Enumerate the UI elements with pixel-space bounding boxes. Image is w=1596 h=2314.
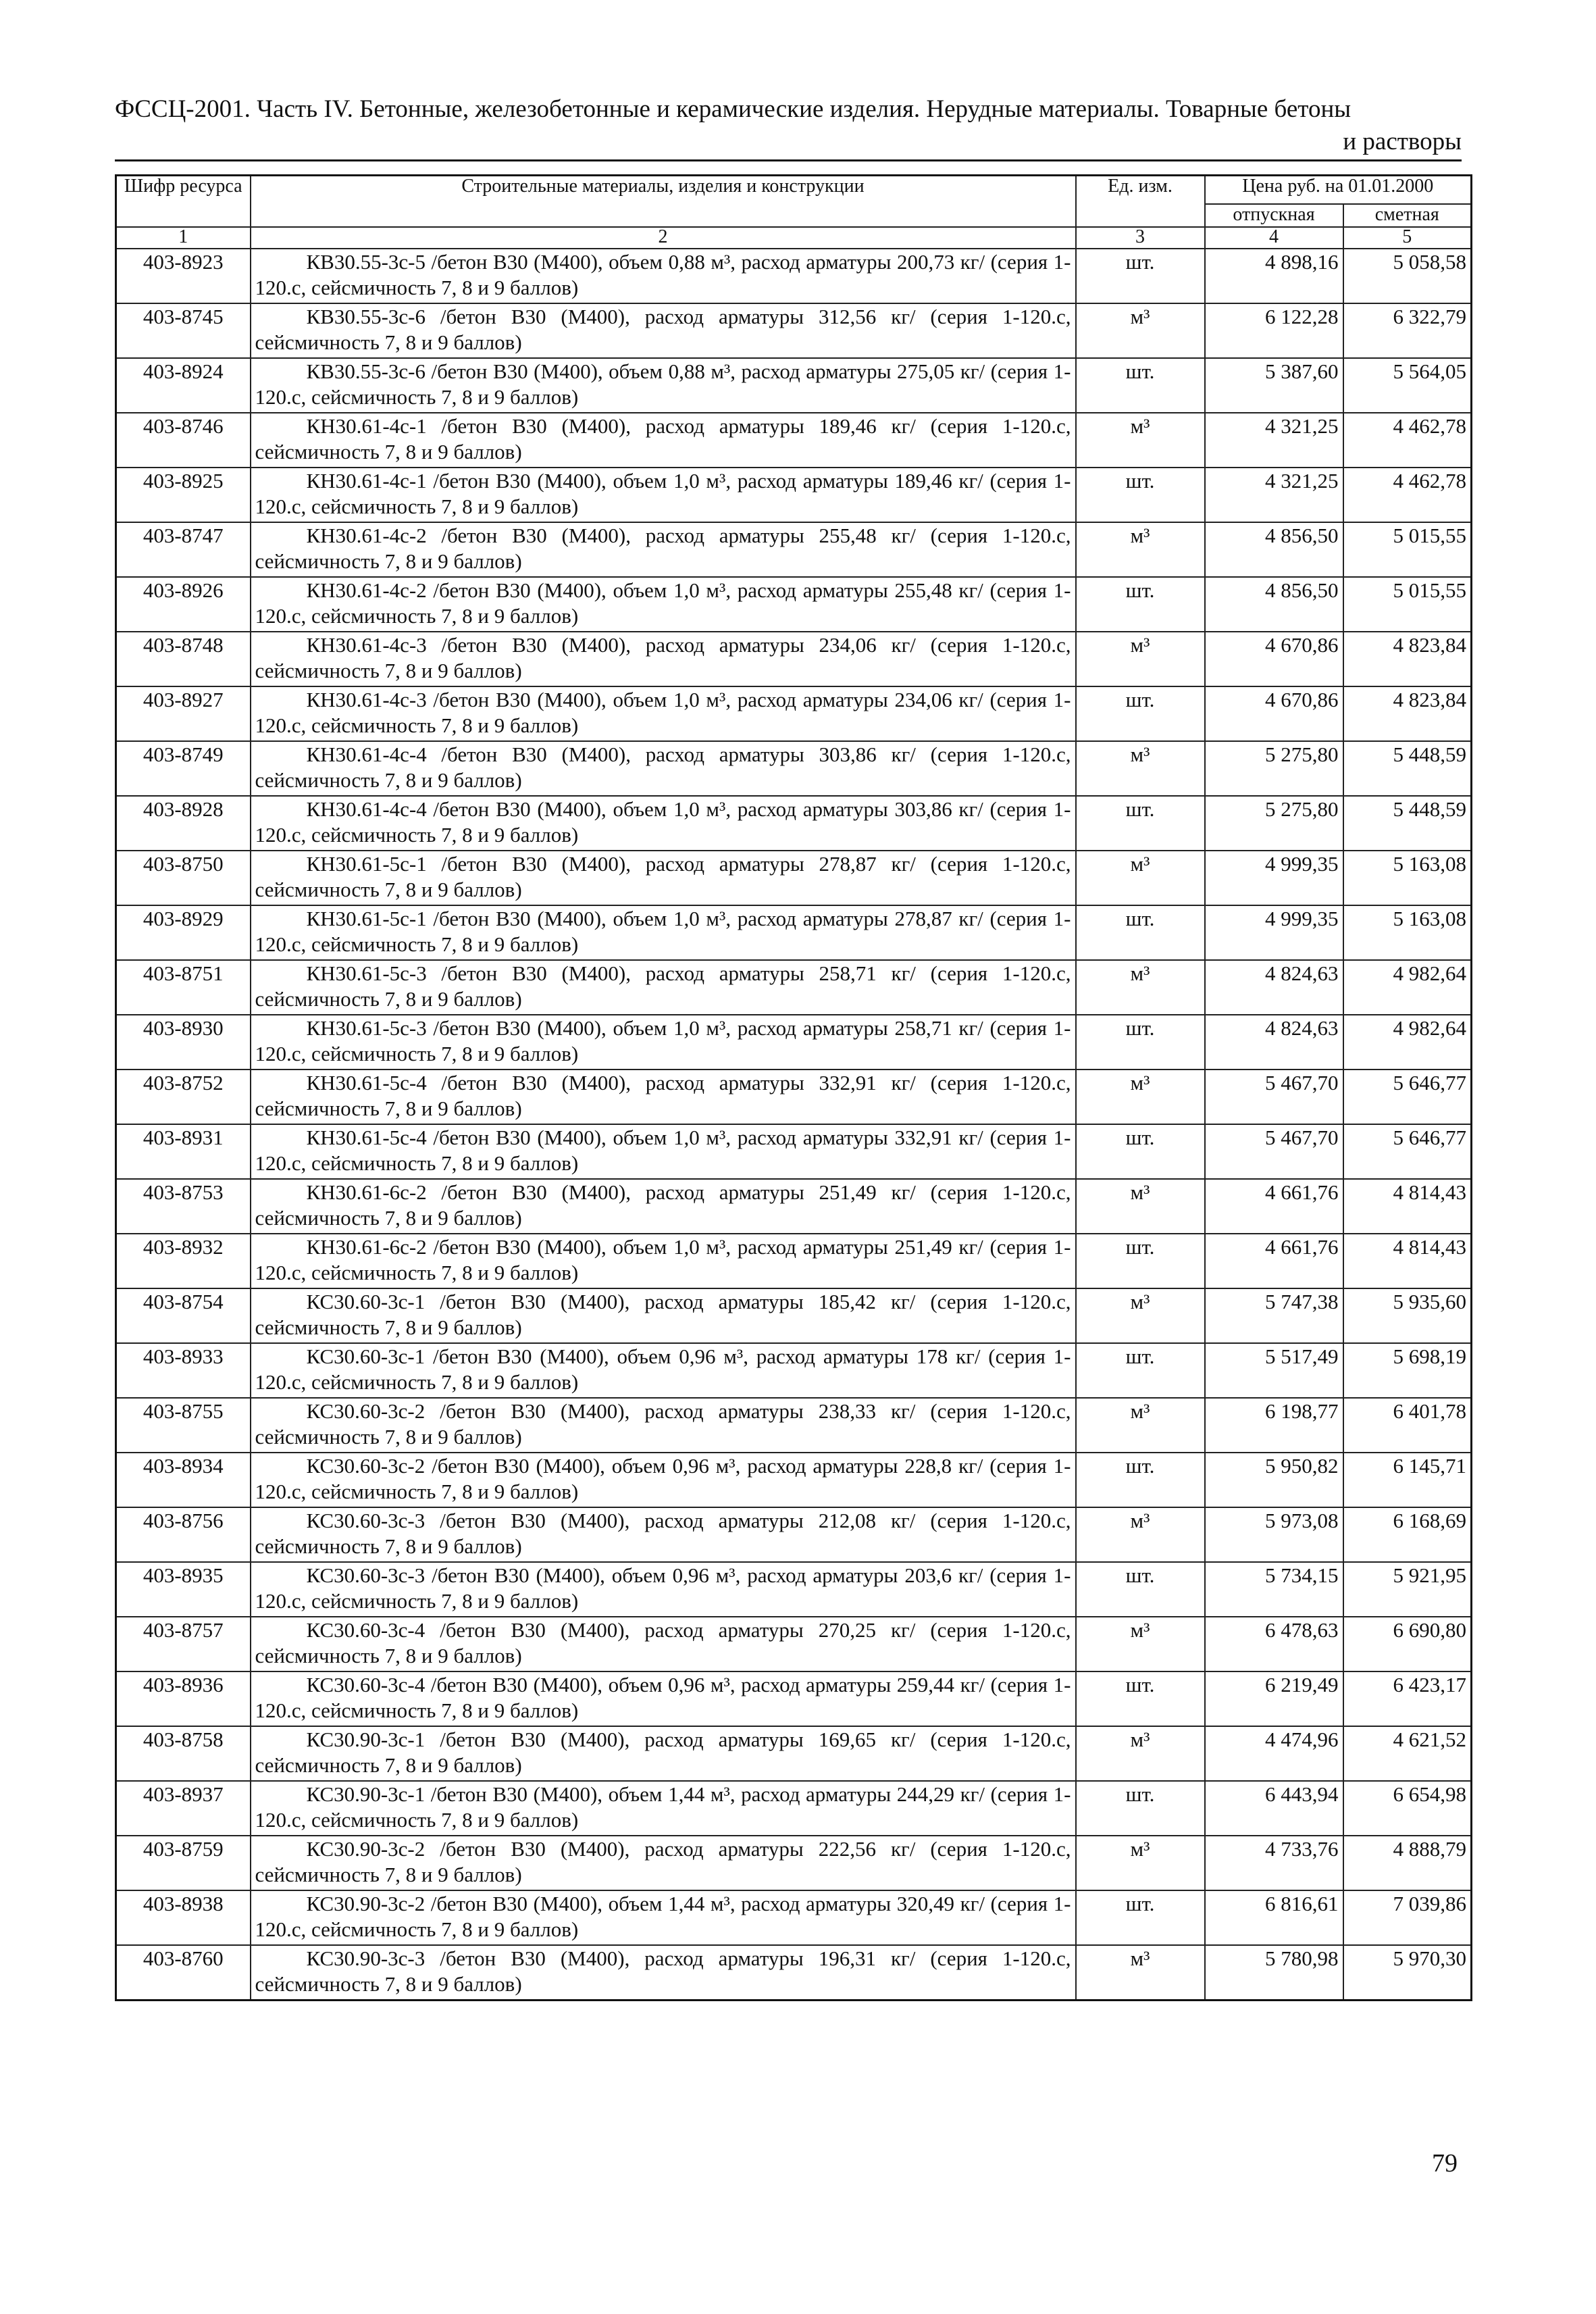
description-text: КН30.61-6с-2 /бетон В30 (М400), объем 1,0 м³, расход арматуры 251,49 кг/ (серия 1-120.с, сейсмичность 7, 8 и 9 баллов) <box>255 1235 1071 1284</box>
unit-of-measure: шт. <box>1076 1781 1205 1836</box>
table-row <box>116 1179 1472 1234</box>
header-estimate-price: сметная <box>1343 204 1472 227</box>
release-price: 6 219,49 <box>1205 1671 1343 1726</box>
table-row <box>116 1453 1472 1507</box>
header-line-2: и растворы <box>1343 128 1462 155</box>
estimate-price: 5 163,08 <box>1343 851 1472 905</box>
resource-code: 403-8748 <box>116 632 251 686</box>
material-description <box>251 1671 1076 1726</box>
unit-of-measure: шт. <box>1076 1671 1205 1726</box>
table-row <box>116 905 1472 960</box>
material-description <box>251 960 1076 1015</box>
release-price: 4 824,63 <box>1205 960 1343 1015</box>
unit-of-measure: м³ <box>1076 632 1205 686</box>
material-description <box>251 851 1076 905</box>
release-price: 5 734,15 <box>1205 1562 1343 1617</box>
resource-code: 403-8923 <box>116 249 251 303</box>
material-description <box>251 1288 1076 1343</box>
release-price: 6 478,63 <box>1205 1617 1343 1671</box>
release-price: 4 898,16 <box>1205 249 1343 303</box>
estimate-price: 7 039,86 <box>1343 1890 1472 1945</box>
resource-code: 403-8745 <box>116 303 251 358</box>
price-table <box>115 174 1472 2001</box>
release-price: 4 856,50 <box>1205 577 1343 632</box>
material-description <box>251 1343 1076 1398</box>
resource-code: 403-8759 <box>116 1836 251 1890</box>
release-price: 4 474,96 <box>1205 1726 1343 1781</box>
unit-of-measure: м³ <box>1076 1617 1205 1671</box>
material-description <box>251 468 1076 522</box>
resource-code: 403-8938 <box>116 1890 251 1945</box>
release-price: 4 670,86 <box>1205 686 1343 741</box>
material-description <box>251 1781 1076 1836</box>
estimate-price: 4 888,79 <box>1343 1836 1472 1890</box>
description-text: КН30.61-4с-4 /бетон В30 (М400), объем 1,0 м³, расход арматуры 303,86 кг/ (серия 1-120.с, сейсмичность 7, 8 и 9 баллов) <box>255 797 1071 847</box>
description-text: КН30.61-4с-2 /бетон В30 (М400), расход арматуры 255,48 кг/ (серия 1-120.с, сейсмичность 7, 8 и 9 баллов) <box>255 524 1071 573</box>
column-number: 4 <box>1205 227 1343 249</box>
material-description <box>251 1179 1076 1234</box>
description-text: КН30.61-4с-1 /бетон В30 (М400), объем 1,0 м³, расход арматуры 189,46 кг/ (серия 1-120.с, сейсмичность 7, 8 и 9 баллов) <box>255 469 1071 518</box>
release-price: 6 443,94 <box>1205 1781 1343 1836</box>
description-text: КВ30.55-3с-5 /бетон В30 (М400), объем 0,88 м³, расход арматуры 200,73 кг/ (серия 1-120.с, сейсмичность 7, 8 и 9 баллов) <box>255 250 1071 299</box>
page-number: 79 <box>1432 2149 1458 2178</box>
material-description <box>251 1015 1076 1070</box>
material-description <box>251 413 1076 468</box>
estimate-price: 4 621,52 <box>1343 1726 1472 1781</box>
unit-of-measure: м³ <box>1076 741 1205 796</box>
estimate-price: 5 921,95 <box>1343 1562 1472 1617</box>
release-price: 5 780,98 <box>1205 1945 1343 2001</box>
table-row <box>116 413 1472 468</box>
page-header <box>115 93 1462 161</box>
resource-code: 403-8924 <box>116 358 251 413</box>
release-price: 5 747,38 <box>1205 1288 1343 1343</box>
release-price: 4 824,63 <box>1205 1015 1343 1070</box>
resource-code: 403-8747 <box>116 522 251 577</box>
material-description <box>251 1836 1076 1890</box>
material-description <box>251 577 1076 632</box>
table-row <box>116 1398 1472 1453</box>
table-row <box>116 1671 1472 1726</box>
resource-code: 403-8755 <box>116 1398 251 1453</box>
release-price: 4 733,76 <box>1205 1836 1343 1890</box>
resource-code: 403-8752 <box>116 1070 251 1124</box>
material-description <box>251 1562 1076 1617</box>
resource-code: 403-8751 <box>116 960 251 1015</box>
column-number: 2 <box>251 227 1076 249</box>
material-description <box>251 1124 1076 1179</box>
table-row <box>116 249 1472 303</box>
estimate-price: 4 823,84 <box>1343 632 1472 686</box>
unit-of-measure: шт. <box>1076 577 1205 632</box>
unit-of-measure: шт. <box>1076 686 1205 741</box>
header-release-price: отпускная <box>1205 204 1343 227</box>
header-code: Шифр ресурса <box>116 176 251 228</box>
unit-of-measure: м³ <box>1076 1836 1205 1890</box>
unit-of-measure: шт. <box>1076 358 1205 413</box>
resource-code: 403-8932 <box>116 1234 251 1288</box>
table-row <box>116 1343 1472 1398</box>
header-description: Строительные материалы, изделия и конструкции <box>251 176 1076 228</box>
table-row <box>116 522 1472 577</box>
unit-of-measure: м³ <box>1076 851 1205 905</box>
material-description <box>251 1507 1076 1562</box>
description-text: КН30.61-5с-4 /бетон В30 (М400), объем 1,0 м³, расход арматуры 332,91 кг/ (серия 1-120.с, сейсмичность 7, 8 и 9 баллов) <box>255 1126 1071 1175</box>
estimate-price: 5 646,77 <box>1343 1124 1472 1179</box>
unit-of-measure: шт. <box>1076 1234 1205 1288</box>
estimate-price: 4 462,78 <box>1343 413 1472 468</box>
resource-code: 403-8758 <box>116 1726 251 1781</box>
material-description <box>251 796 1076 851</box>
description-text: КН30.61-5с-1 /бетон В30 (М400), расход арматуры 278,87 кг/ (серия 1-120.с, сейсмичность 7, 8 и 9 баллов) <box>255 852 1071 901</box>
table-row <box>116 1234 1472 1288</box>
material-description <box>251 1617 1076 1671</box>
table-row <box>116 686 1472 741</box>
column-number: 3 <box>1076 227 1205 249</box>
resource-code: 403-8927 <box>116 686 251 741</box>
description-text: КС30.60-3с-1 /бетон В30 (М400), расход арматуры 185,42 кг/ (серия 1-120.с, сейсмичность 7, 8 и 9 баллов) <box>255 1290 1071 1339</box>
table-row <box>116 960 1472 1015</box>
material-description <box>251 522 1076 577</box>
estimate-price: 4 982,64 <box>1343 960 1472 1015</box>
table-row <box>116 796 1472 851</box>
estimate-price: 5 015,55 <box>1343 577 1472 632</box>
estimate-price: 4 814,43 <box>1343 1179 1472 1234</box>
release-price: 6 122,28 <box>1205 303 1343 358</box>
table-row <box>116 741 1472 796</box>
resource-code: 403-8935 <box>116 1562 251 1617</box>
description-text: КС30.60-3с-4 /бетон В30 (М400), объем 0,96 м³, расход арматуры 259,44 кг/ (серия 1-120.с, сейсмичность 7, 8 и 9 баллов) <box>255 1673 1071 1722</box>
estimate-price: 6 401,78 <box>1343 1398 1472 1453</box>
table-row <box>116 851 1472 905</box>
table-row <box>116 1890 1472 1945</box>
release-price: 4 999,35 <box>1205 851 1343 905</box>
estimate-price: 6 423,17 <box>1343 1671 1472 1726</box>
resource-code: 403-8750 <box>116 851 251 905</box>
release-price: 4 999,35 <box>1205 905 1343 960</box>
resource-code: 403-8753 <box>116 1179 251 1234</box>
column-number-row <box>116 227 1472 249</box>
header-unit: Ед. изм. <box>1076 176 1205 228</box>
release-price: 5 275,80 <box>1205 796 1343 851</box>
estimate-price: 5 163,08 <box>1343 905 1472 960</box>
column-number: 5 <box>1343 227 1472 249</box>
table-row <box>116 1015 1472 1070</box>
estimate-price: 4 814,43 <box>1343 1234 1472 1288</box>
unit-of-measure: м³ <box>1076 1179 1205 1234</box>
resource-code: 403-8756 <box>116 1507 251 1562</box>
resource-code: 403-8749 <box>116 741 251 796</box>
estimate-price: 5 935,60 <box>1343 1288 1472 1343</box>
description-text: КН30.61-4с-1 /бетон В30 (М400), расход арматуры 189,46 кг/ (серия 1-120.с, сейсмичность 7, 8 и 9 баллов) <box>255 414 1071 463</box>
resource-code: 403-8931 <box>116 1124 251 1179</box>
table-row <box>116 1781 1472 1836</box>
unit-of-measure: м³ <box>1076 1398 1205 1453</box>
description-text: КВ30.55-3с-6 /бетон В30 (М400), расход арматуры 312,56 кг/ (серия 1-120.с, сейсмичность 7, 8 и 9 баллов) <box>255 305 1071 354</box>
material-description <box>251 686 1076 741</box>
table-row <box>116 1726 1472 1781</box>
unit-of-measure: м³ <box>1076 1945 1205 2001</box>
material-description <box>251 1398 1076 1453</box>
description-text: КС30.60-3с-3 /бетон В30 (М400), расход арматуры 212,08 кг/ (серия 1-120.с, сейсмичность 7, 8 и 9 баллов) <box>255 1509 1071 1558</box>
unit-of-measure: м³ <box>1076 1726 1205 1781</box>
unit-of-measure: шт. <box>1076 1890 1205 1945</box>
material-description <box>251 1726 1076 1781</box>
resource-code: 403-8746 <box>116 413 251 468</box>
description-text: КС30.90-3с-1 /бетон В30 (М400), объем 1,44 м³, расход арматуры 244,29 кг/ (серия 1-120.с, сейсмичность 7, 8 и 9 баллов) <box>255 1782 1071 1832</box>
material-description <box>251 303 1076 358</box>
estimate-price: 4 462,78 <box>1343 468 1472 522</box>
resource-code: 403-8930 <box>116 1015 251 1070</box>
description-text: КС30.90-3с-2 /бетон В30 (М400), объем 1,44 м³, расход арматуры 320,49 кг/ (серия 1-120.с, сейсмичность 7, 8 и 9 баллов) <box>255 1892 1071 1941</box>
header-price: Цена руб. на 01.01.2000 <box>1205 176 1472 205</box>
material-description <box>251 741 1076 796</box>
estimate-price: 4 823,84 <box>1343 686 1472 741</box>
material-description <box>251 1234 1076 1288</box>
description-text: КН30.61-4с-2 /бетон В30 (М400), объем 1,0 м³, расход арматуры 255,48 кг/ (серия 1-120.с, сейсмичность 7, 8 и 9 баллов) <box>255 578 1071 628</box>
release-price: 4 321,25 <box>1205 468 1343 522</box>
estimate-price: 5 058,58 <box>1343 249 1472 303</box>
estimate-price: 6 654,98 <box>1343 1781 1472 1836</box>
unit-of-measure: шт. <box>1076 1124 1205 1179</box>
table-row <box>116 1288 1472 1343</box>
release-price: 4 856,50 <box>1205 522 1343 577</box>
unit-of-measure: шт. <box>1076 1453 1205 1507</box>
description-text: КН30.61-5с-3 /бетон В30 (М400), объем 1,0 м³, расход арматуры 258,71 кг/ (серия 1-120.с, сейсмичность 7, 8 и 9 баллов) <box>255 1016 1071 1065</box>
estimate-price: 5 448,59 <box>1343 796 1472 851</box>
description-text: КС30.60-3с-2 /бетон В30 (М400), объем 0,96 м³, расход арматуры 228,8 кг/ (серия 1-120.с, сейсмичность 7, 8 и 9 баллов) <box>255 1454 1071 1503</box>
release-price: 6 198,77 <box>1205 1398 1343 1453</box>
unit-of-measure: м³ <box>1076 1070 1205 1124</box>
table-row <box>116 1124 1472 1179</box>
description-text: КС30.90-3с-3 /бетон В30 (М400), расход арматуры 196,31 кг/ (серия 1-120.с, сейсмичность 7, 8 и 9 баллов) <box>255 1946 1071 1996</box>
release-price: 5 387,60 <box>1205 358 1343 413</box>
description-text: КС30.90-3с-2 /бетон В30 (М400), расход арматуры 222,56 кг/ (серия 1-120.с, сейсмичность 7, 8 и 9 баллов) <box>255 1837 1071 1886</box>
resource-code: 403-8754 <box>116 1288 251 1343</box>
unit-of-measure: шт. <box>1076 1015 1205 1070</box>
resource-code: 403-8929 <box>116 905 251 960</box>
table-row <box>116 1617 1472 1671</box>
table-row <box>116 1562 1472 1617</box>
table-row <box>116 577 1472 632</box>
column-number: 1 <box>116 227 251 249</box>
estimate-price: 5 015,55 <box>1343 522 1472 577</box>
resource-code: 403-8937 <box>116 1781 251 1836</box>
unit-of-measure: шт. <box>1076 796 1205 851</box>
unit-of-measure: шт. <box>1076 468 1205 522</box>
unit-of-measure: м³ <box>1076 413 1205 468</box>
unit-of-measure: м³ <box>1076 303 1205 358</box>
unit-of-measure: шт. <box>1076 1343 1205 1398</box>
material-description <box>251 249 1076 303</box>
resource-code: 403-8925 <box>116 468 251 522</box>
resource-code: 403-8933 <box>116 1343 251 1398</box>
resource-code: 403-8760 <box>116 1945 251 2001</box>
material-description <box>251 1945 1076 2001</box>
description-text: КС30.60-3с-1 /бетон В30 (М400), объем 0,96 м³, расход арматуры 178 кг/ (серия 1-120.с, сейсмичность 7, 8 и 9 баллов) <box>255 1344 1071 1394</box>
unit-of-measure: м³ <box>1076 522 1205 577</box>
table-row <box>116 1507 1472 1562</box>
description-text: КС30.60-3с-2 /бетон В30 (М400), расход арматуры 238,33 кг/ (серия 1-120.с, сейсмичность 7, 8 и 9 баллов) <box>255 1399 1071 1449</box>
description-text: КС30.60-3с-4 /бетон В30 (М400), расход арматуры 270,25 кг/ (серия 1-120.с, сейсмичность 7, 8 и 9 баллов) <box>255 1618 1071 1667</box>
release-price: 5 517,49 <box>1205 1343 1343 1398</box>
description-text: КС30.90-3с-1 /бетон В30 (М400), расход арматуры 169,65 кг/ (серия 1-120.с, сейсмичность 7, 8 и 9 баллов) <box>255 1728 1071 1777</box>
description-text: КН30.61-5с-1 /бетон В30 (М400), объем 1,0 м³, расход арматуры 278,87 кг/ (серия 1-120.с, сейсмичность 7, 8 и 9 баллов) <box>255 907 1071 956</box>
table-row <box>116 1945 1472 2001</box>
resource-code: 403-8757 <box>116 1617 251 1671</box>
description-text: КВ30.55-3с-6 /бетон В30 (М400), объем 0,88 м³, расход арматуры 275,05 кг/ (серия 1-120.с, сейсмичность 7, 8 и 9 баллов) <box>255 359 1071 409</box>
release-price: 5 275,80 <box>1205 741 1343 796</box>
unit-of-measure: м³ <box>1076 1288 1205 1343</box>
release-price: 5 973,08 <box>1205 1507 1343 1562</box>
estimate-price: 5 698,19 <box>1343 1343 1472 1398</box>
description-text: КН30.61-4с-3 /бетон В30 (М400), объем 1,0 м³, расход арматуры 234,06 кг/ (серия 1-120.с, сейсмичность 7, 8 и 9 баллов) <box>255 688 1071 737</box>
estimate-price: 5 564,05 <box>1343 358 1472 413</box>
release-price: 4 661,76 <box>1205 1179 1343 1234</box>
header-line-1: ФССЦ-2001. Часть IV. Бетонные, железобетонные и керамические изделия. Нерудные материалы. Товарные бетоны <box>115 95 1352 123</box>
table-row <box>116 303 1472 358</box>
release-price: 4 321,25 <box>1205 413 1343 468</box>
estimate-price: 5 970,30 <box>1343 1945 1472 2001</box>
estimate-price: 5 448,59 <box>1343 741 1472 796</box>
estimate-price: 4 982,64 <box>1343 1015 1472 1070</box>
unit-of-measure: м³ <box>1076 960 1205 1015</box>
description-text: КС30.60-3с-3 /бетон В30 (М400), объем 0,96 м³, расход арматуры 203,6 кг/ (серия 1-120.с, сейсмичность 7, 8 и 9 баллов) <box>255 1563 1071 1613</box>
resource-code: 403-8926 <box>116 577 251 632</box>
estimate-price: 6 690,80 <box>1343 1617 1472 1671</box>
material-description <box>251 1070 1076 1124</box>
table-row <box>116 358 1472 413</box>
description-text: КН30.61-4с-4 /бетон В30 (М400), расход арматуры 303,86 кг/ (серия 1-120.с, сейсмичность 7, 8 и 9 баллов) <box>255 743 1071 792</box>
description-text: КН30.61-6с-2 /бетон В30 (М400), расход арматуры 251,49 кг/ (серия 1-120.с, сейсмичность 7, 8 и 9 баллов) <box>255 1180 1071 1230</box>
material-description <box>251 358 1076 413</box>
resource-code: 403-8928 <box>116 796 251 851</box>
table-row <box>116 632 1472 686</box>
description-text: КН30.61-5с-3 /бетон В30 (М400), расход арматуры 258,71 кг/ (серия 1-120.с, сейсмичность 7, 8 и 9 баллов) <box>255 961 1071 1011</box>
release-price: 5 467,70 <box>1205 1124 1343 1179</box>
release-price: 5 467,70 <box>1205 1070 1343 1124</box>
unit-of-measure: м³ <box>1076 1507 1205 1562</box>
unit-of-measure: шт. <box>1076 905 1205 960</box>
estimate-price: 5 646,77 <box>1343 1070 1472 1124</box>
unit-of-measure: шт. <box>1076 1562 1205 1617</box>
description-text: КН30.61-4с-3 /бетон В30 (М400), расход арматуры 234,06 кг/ (серия 1-120.с, сейсмичность 7, 8 и 9 баллов) <box>255 633 1071 682</box>
table-row <box>116 1070 1472 1124</box>
material-description <box>251 1453 1076 1507</box>
release-price: 4 661,76 <box>1205 1234 1343 1288</box>
resource-code: 403-8934 <box>116 1453 251 1507</box>
estimate-price: 6 168,69 <box>1343 1507 1472 1562</box>
release-price: 4 670,86 <box>1205 632 1343 686</box>
material-description <box>251 905 1076 960</box>
release-price: 6 816,61 <box>1205 1890 1343 1945</box>
material-description <box>251 1890 1076 1945</box>
resource-code: 403-8936 <box>116 1671 251 1726</box>
estimate-price: 6 322,79 <box>1343 303 1472 358</box>
table-row <box>116 1836 1472 1890</box>
description-text: КН30.61-5с-4 /бетон В30 (М400), расход арматуры 332,91 кг/ (серия 1-120.с, сейсмичность 7, 8 и 9 баллов) <box>255 1071 1071 1120</box>
estimate-price: 6 145,71 <box>1343 1453 1472 1507</box>
table-row <box>116 468 1472 522</box>
release-price: 5 950,82 <box>1205 1453 1343 1507</box>
material-description <box>251 632 1076 686</box>
unit-of-measure: шт. <box>1076 249 1205 303</box>
